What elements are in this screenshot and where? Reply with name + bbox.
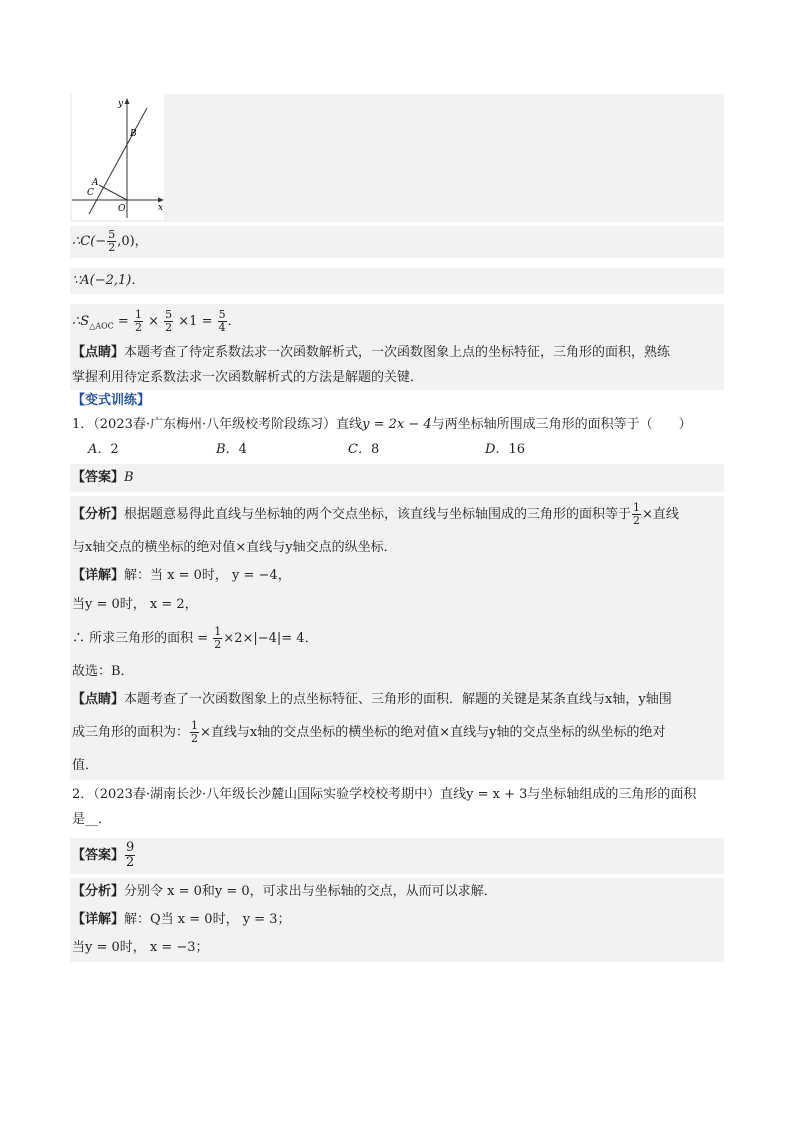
coordinate-figure [70,94,724,222]
y-axis-label: y [118,99,124,109]
analysis-text: 与x轴交点的横坐标的绝对值×直线与y轴交点的纵坐标． [72,540,397,555]
q2-detail-line-1 [70,906,724,934]
dianjing-text: 本题考查了待定系数法求一次函数解析式，一次函数图象上点的坐标特征，三角形的面积，熟练 [124,345,671,360]
dianjing-fraction [190,720,199,745]
q2-stem-text: 2．（2023春·湖南长沙·八年级长沙麓山国际实验学校校考期中）直线y = x + 3与坐标轴组成的三角形的面积 [72,787,697,802]
dianjing-tag: 【点睛】 [72,692,125,707]
area-fraction-2 [164,309,173,334]
choice-value: 4 [238,442,247,457]
section-heading [70,390,724,412]
denominator: 2 [191,732,199,745]
numerator: 9 [126,840,135,855]
dianjing-text: 本题考查了一次函数图象上的点坐标特征、三角形的面积．解题的关键是某条直线与x轴，y轴围 [124,692,672,707]
denominator: 2 [633,514,641,527]
choice-label: C． [348,442,371,457]
q1-dianjing-line-2 [70,714,724,752]
q1-prefix: 1．（2023春·广东梅州·八年级校考阶段练习）直线 [72,417,363,432]
q2-analysis [70,878,724,906]
detail-text: 解：Q当 x = 0时， y = 3； [124,912,291,927]
answer-fraction [125,841,135,870]
q2-stem-line-1 [70,782,724,808]
dianjing-1-line-1 [70,340,724,365]
q2-stem-text: 是__． [72,812,112,827]
denominator: 2 [214,638,222,651]
choice-b[interactable] [216,437,348,462]
answer-tag: 【答案】 [72,848,125,863]
numerator: 1 [633,501,641,514]
a-point-text: ∵A(−2,1)． [72,273,145,288]
q1-dianjing-line-3 [70,752,724,780]
choice-d[interactable] [485,437,525,462]
c-point-prefix: ∴C(− [72,234,107,249]
area-fraction-1 [134,309,143,334]
area-fraction-3 [218,309,227,334]
c-point-line [70,226,724,258]
q1-detail-line-3 [70,620,724,658]
point-b-label: B [130,129,137,139]
denominator: 2 [126,855,135,870]
denominator: 4 [218,321,226,334]
dianjing-text: 成三角形的面积为： [72,725,190,740]
detail-text: 当y = 0时， x = 2， [72,597,198,612]
q1-answer [70,464,724,492]
area-end: ． [227,314,241,329]
detail-text: 故选：B． [72,664,134,679]
choice-label: D． [485,442,509,457]
analysis-fraction [632,502,641,527]
denominator: 2 [108,241,116,254]
origin-label: O [118,204,126,214]
q1-analysis-line-1 [70,496,724,534]
detail-tag: 【详解】 [72,568,125,583]
numerator: 5 [218,308,226,321]
c-point-fraction [107,229,116,254]
dianjing-text-end: ×直线与x轴的交点坐标的横坐标的绝对值×直线与y轴的交点坐标的纵坐标的绝对 [200,725,666,740]
choice-c[interactable] [348,437,485,462]
detail-text-end: ×2×|−4|= 4． [223,631,318,646]
dianjing-1-line-2 [70,365,724,390]
area-subscript: △AOC [89,321,114,331]
numerator: 1 [191,719,199,732]
document-page [70,94,724,962]
numerator: 5 [108,228,116,241]
choice-label: A． [88,442,111,457]
q1-choices [70,437,724,462]
detail-text: 解：当 x = 0时， y = −4， [124,568,291,583]
q1-detail-line-2 [70,590,724,620]
q1-detail-line-1 [70,562,724,590]
a-point-line [70,268,724,294]
point-a-label: A [92,178,99,188]
q1-equation: y = 2x − 4 [362,417,432,432]
choice-value: 2 [110,442,119,457]
x-axis-label: x [158,203,164,213]
choice-value: 16 [508,442,525,457]
q2-detail-line-2 [70,934,724,962]
q1-suffix: 与两坐标轴所围成三角形的面积等于（ ） [431,417,692,432]
area-prefix: ∴S [72,314,90,329]
area-line [70,304,724,340]
q2-answer [70,838,724,874]
times-sign: ×1 = [174,314,217,329]
dianjing-tag: 【点睛】 [72,345,125,360]
numerator: 5 [165,308,173,321]
answer-value: B [124,470,134,485]
analysis-text-end: ×直线 [642,507,679,522]
analysis-tag: 【分析】 [72,507,125,522]
area-equals: = [113,314,133,329]
section-title: 【变式训练】 [72,393,151,408]
detail-text: ∴ 所求三角形的面积 = [72,631,213,646]
c-point-suffix: ,0)， [117,234,148,249]
line-graph-diagram [72,94,164,220]
detail-tag: 【详解】 [72,912,125,927]
dianjing-text: 值． [72,758,99,773]
times-sign: × [143,314,164,329]
denominator: 2 [165,321,173,334]
denominator: 2 [134,321,142,334]
analysis-tag: 【分析】 [72,884,125,899]
detail-fraction [213,626,222,651]
q1-detail-line-4 [70,658,724,686]
q2-stem-line-2 [70,808,724,832]
q1-stem [70,412,724,437]
choice-label: B． [216,442,239,457]
analysis-text: 分别令 x = 0和y = 0，可求出与坐标轴的交点，从而可以求解． [124,884,497,899]
point-c-label: C [87,188,94,198]
numerator: 1 [214,625,222,638]
dianjing-text: 掌握利用待定系数法求一次函数解析式的方法是解题的关键． [72,370,424,385]
analysis-text: 根据题意易得此直线与坐标轴的两个交点坐标，该直线与坐标轴围成的三角形的面积等于 [124,507,632,522]
q1-analysis-line-2 [70,534,724,562]
detail-text: 当y = 0时， x = −3； [72,940,209,955]
q1-dianjing-line-1 [70,686,724,714]
choice-a[interactable] [88,437,216,462]
answer-tag: 【答案】 [72,470,125,485]
numerator: 1 [134,308,142,321]
choice-value: 8 [370,442,380,457]
